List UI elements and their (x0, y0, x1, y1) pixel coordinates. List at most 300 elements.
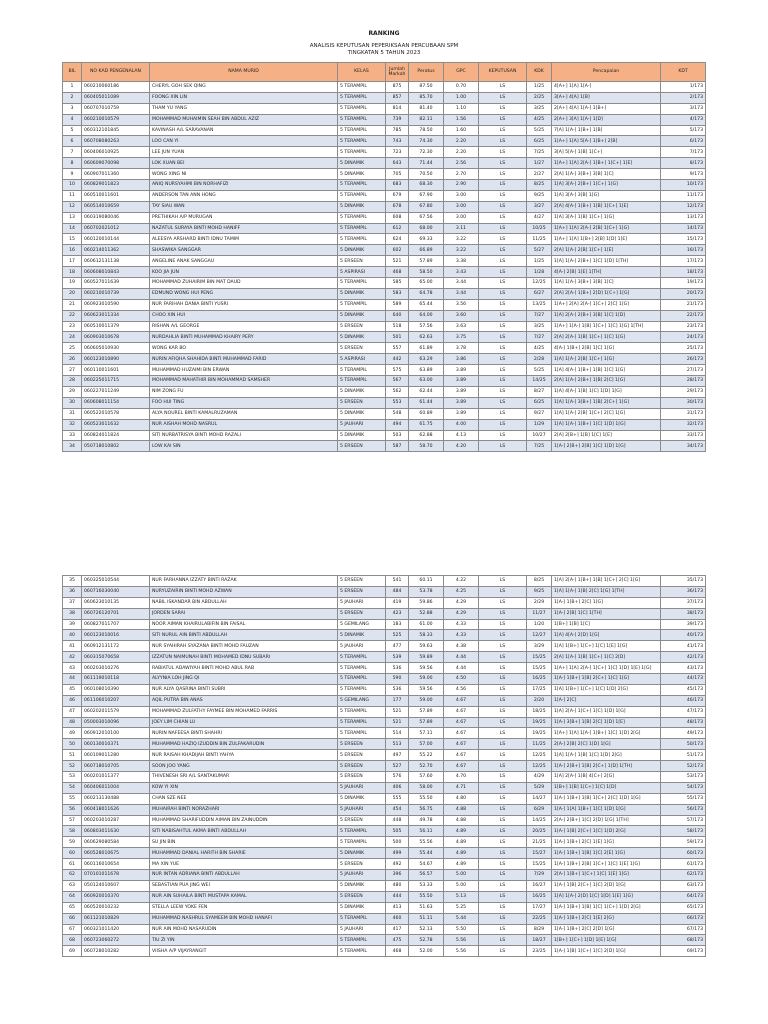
cell-kdt: 15/173 (661, 234, 706, 245)
cell-achievement: 4[A-] 1[B+] 2[B] 1[C] 1[G] (552, 343, 661, 354)
cell-student-name: SU JIN BIN (150, 837, 338, 848)
cell-percentage: 53.78 (409, 586, 444, 597)
cell-student-name: NUR FARHANNA IZZATY BINTI RAZAK (150, 576, 338, 587)
cell-student-name: RABIATUL ADAWIYAH BINTI MOHD ABUL RAB (150, 663, 338, 674)
cell-result: LS (479, 376, 527, 387)
cell-ic-number: 060418011626 (82, 804, 150, 815)
cell-student-name: CHOO XIN HUI (150, 310, 338, 321)
cell-kdt: 33/173 (661, 430, 706, 441)
cell-class: 5 JAUHARI (338, 419, 386, 430)
table-row (63, 343, 706, 354)
cell-achievement: 1[A] 2[A-] 1[B+] 1[B] 1[C+] 2[C] 1[G] (552, 576, 661, 587)
header-achievement: Pencapaian (552, 63, 661, 82)
cell-kdk: 5/25 (527, 365, 552, 376)
cell-kdk: 2/20 (527, 695, 552, 706)
cell-ic-number: 060708080263 (82, 136, 150, 147)
cell-kdk: 10/25 (527, 223, 552, 234)
cell-percentage: 51.63 (409, 902, 444, 913)
cell-ic-number: 060315070658 (82, 652, 150, 663)
cell-achievement: 1[A+] 1[A] 1[B+] 2[B] 1[D] 1[E] (552, 234, 661, 245)
cell-student-name: MUHAIRAH BINTI NORAZHARI (150, 804, 338, 815)
cell-bil: 42 (63, 652, 82, 663)
cell-student-name: LOO CAN YI (150, 136, 338, 147)
table-row (63, 815, 706, 826)
cell-student-name: MOHAMMAD ZUHAIRIM BIN MAT DAUD (150, 278, 338, 289)
cell-achievement: 1[A] 2[A-] 1[B] 4[C+] 2[G] (552, 772, 661, 783)
cell-total-marks: 521 (386, 717, 409, 728)
cell-ic-number: 060116010654 (82, 859, 150, 870)
cell-gpc: 3.56 (444, 299, 479, 310)
cell-kdt: 5/173 (661, 125, 706, 136)
cell-kdk: 15/25 (527, 663, 552, 674)
table-row (63, 321, 706, 332)
cell-gpc: 3.22 (444, 245, 479, 256)
cell-kdt: 17/173 (661, 256, 706, 267)
cell-percentage: 52.13 (409, 924, 444, 935)
cell-total-marks: 177 (386, 695, 409, 706)
cell-bil: 44 (63, 674, 82, 685)
cell-bil: 27 (63, 365, 82, 376)
cell-kdk: 14/25 (527, 815, 552, 826)
cell-class: 5 TERAMPIL (338, 376, 386, 387)
cell-gpc: 5.56 (444, 935, 479, 946)
cell-student-name: NAZATUL SURAYA BINTI MOHD HANIFF (150, 223, 338, 234)
cell-achievement: 2[A] 1[A-] 3[B+] 3[B] 1[C] (552, 169, 661, 180)
table-body (63, 576, 706, 957)
cell-kdk: 13/25 (527, 299, 552, 310)
cell-class: 5 ERSEEN (338, 739, 386, 750)
cell-total-marks: 503 (386, 430, 409, 441)
cell-class: 5 TERAMPIL (338, 234, 386, 245)
cell-kdt: 65/173 (661, 902, 706, 913)
cell-gpc: 4.00 (444, 419, 479, 430)
cell-kdk: 15/27 (527, 848, 552, 859)
cell-gpc: 3.75 (444, 332, 479, 343)
cell-class: 5 TERAMPIL (338, 652, 386, 663)
cell-total-marks: 539 (386, 652, 409, 663)
table-row (63, 310, 706, 321)
cell-ic-number: 060605010930 (82, 343, 150, 354)
document-subtitle: ANALISIS KEPUTUSAN PEPERIKSAAN PERCUBAAN SPM (309, 43, 459, 49)
cell-achievement: 1[A+] 1[A] 1[A-] 1[B+] 1[C] 1[D] 2[G] (552, 728, 661, 739)
cell-total-marks: 475 (386, 935, 409, 946)
cell-kdt: 37/173 (661, 597, 706, 608)
table-row (63, 245, 706, 256)
cell-ic-number: 060203010276 (82, 663, 150, 674)
cell-achievement: 1[A-] 2[B] 1[C] 1[TH] (552, 608, 661, 619)
cell-gpc: 4.38 (444, 641, 479, 652)
cell-total-marks: 612 (386, 223, 409, 234)
cell-kdt: 14/173 (661, 223, 706, 234)
table-row (63, 169, 706, 180)
cell-result: LS (479, 935, 527, 946)
cell-student-name: ALEESYA ARSHARD BINTI IDNU TAMIM (150, 234, 338, 245)
cell-kdk: 1/27 (527, 158, 552, 169)
cell-class: 5 DINAMIK (338, 630, 386, 641)
cell-total-marks: 518 (386, 321, 409, 332)
cell-percentage: 58.50 (409, 267, 444, 278)
cell-student-name: VIISHA A/P VIJAYRANGIT (150, 946, 338, 957)
cell-class: 5 DINAMIK (338, 430, 386, 441)
cell-bil: 30 (63, 397, 82, 408)
cell-gpc: 4.70 (444, 772, 479, 783)
cell-kdt: 22/173 (661, 310, 706, 321)
cell-total-marks: 527 (386, 761, 409, 772)
cell-total-marks: 448 (386, 815, 409, 826)
cell-percentage: 61.75 (409, 419, 444, 430)
cell-achievement: 1[A+] 2[A] 2[A-] 1[C+] 2[C] 1[G] (552, 299, 661, 310)
cell-result: LS (479, 386, 527, 397)
cell-result: LS (479, 267, 527, 278)
cell-result: LS (479, 663, 527, 674)
cell-gpc: 3.78 (444, 343, 479, 354)
cell-kdk: 17/27 (527, 902, 552, 913)
cell-achievement: 1[A] 1[B+] 1[C+] 1[C] 1[E] 1[G] (552, 641, 661, 652)
cell-class: 5 DINAMIK (338, 902, 386, 913)
cell-class: 5 DINAMIK (338, 386, 386, 397)
cell-kdk: 4/25 (527, 114, 552, 125)
cell-kdk: 3/25 (527, 103, 552, 114)
cell-percentage: 71.44 (409, 158, 444, 169)
cell-result: LS (479, 586, 527, 597)
cell-student-name: TIU ZI YIN (150, 935, 338, 946)
cell-percentage: 58.70 (409, 441, 444, 452)
cell-gpc: 4.33 (444, 630, 479, 641)
table-row (63, 408, 706, 419)
cell-ic-number: 060912131172 (82, 641, 150, 652)
cell-percentage: 59.56 (409, 684, 444, 695)
cell-kdk: 10/27 (527, 430, 552, 441)
cell-achievement: 1[A-] 1[B+] 1[B] 1[C] 2[E] 1[G] (552, 848, 661, 859)
cell-result: LS (479, 419, 527, 430)
cell-kdt: 3/173 (661, 103, 706, 114)
cell-kdt: 51/173 (661, 750, 706, 761)
table-row (63, 376, 706, 387)
cell-class: 5 DINAMIK (338, 408, 386, 419)
cell-kdt: 28/173 (661, 376, 706, 387)
table-header-row (63, 63, 706, 82)
cell-total-marks: 587 (386, 441, 409, 452)
cell-gpc: 3.89 (444, 408, 479, 419)
cell-kdt: 43/173 (661, 663, 706, 674)
cell-result: LS (479, 608, 527, 619)
table-row (63, 419, 706, 430)
cell-student-name: ALYA NOUREL BINTI KAMALRUZAMAN (150, 408, 338, 419)
table-row (63, 190, 706, 201)
cell-achievement: 1[A] 1[A-] 3[B+] 1[B] 2[C+] 1[G] (552, 397, 661, 408)
cell-kdk: 21/25 (527, 837, 552, 848)
cell-kdk: 5/29 (527, 782, 552, 793)
cell-percentage: 60.11 (409, 576, 444, 587)
cell-ic-number: 060522010578 (82, 408, 150, 419)
cell-gpc: 4.56 (444, 684, 479, 695)
cell-total-marks: 536 (386, 684, 409, 695)
cell-bil: 24 (63, 332, 82, 343)
cell-bil: 9 (63, 169, 82, 180)
cell-percentage: 57.89 (409, 256, 444, 267)
cell-achievement: 2[A] 2[A-] 1[B+] 2[D] 1[C+] 1[G] (552, 288, 661, 299)
cell-percentage: 67.90 (409, 190, 444, 201)
cell-gpc: 0.70 (444, 82, 479, 93)
header-class: KELAS (338, 63, 386, 82)
cell-total-marks: 723 (386, 147, 409, 158)
cell-percentage: 58.33 (409, 630, 444, 641)
cell-result: LS (479, 924, 527, 935)
cell-gpc: 3.89 (444, 386, 479, 397)
cell-kdt: 19/173 (661, 278, 706, 289)
cell-kdk: 18/27 (527, 935, 552, 946)
cell-kdt: 38/173 (661, 608, 706, 619)
cell-class: 5 TERAMPIL (338, 728, 386, 739)
cell-result: LS (479, 201, 527, 212)
cell-kdk: 5/27 (527, 245, 552, 256)
cell-result: LS (479, 739, 527, 750)
cell-kdk: 6/25 (527, 136, 552, 147)
cell-kdk: 16/25 (527, 674, 552, 685)
cell-bil: 36 (63, 586, 82, 597)
table-row (63, 630, 706, 641)
cell-percentage: 61.00 (409, 619, 444, 630)
cell-kdk: 23/25 (527, 946, 552, 957)
cell-kdk: 15/25 (527, 859, 552, 870)
cell-total-marks: 525 (386, 630, 409, 641)
cell-result: LS (479, 223, 527, 234)
cell-kdk: 15/25 (527, 652, 552, 663)
table-row (63, 212, 706, 223)
cell-class: 5 ERSEEN (338, 772, 386, 783)
cell-kdk: 11/25 (527, 234, 552, 245)
cell-gpc: 4.88 (444, 804, 479, 815)
cell-ic-number: 060210010739 (82, 288, 150, 299)
cell-bil: 31 (63, 408, 82, 419)
cell-bil: 8 (63, 158, 82, 169)
cell-result: LS (479, 695, 527, 706)
cell-gpc: 2.90 (444, 180, 479, 191)
cell-bil: 49 (63, 728, 82, 739)
cell-achievement: 1[A-] 1[B+] 1[B] 1[C+] 2[C] 1[D] 1[G] (552, 793, 661, 804)
cell-ic-number: 060903010678 (82, 332, 150, 343)
cell-total-marks: 521 (386, 256, 409, 267)
cell-gpc: 4.89 (444, 848, 479, 859)
cell-result: LS (479, 234, 527, 245)
cell-kdt: 20/173 (661, 288, 706, 299)
cell-percentage: 57.89 (409, 706, 444, 717)
cell-class: 5 TERAMPIL (338, 114, 386, 125)
cell-percentage: 52.70 (409, 761, 444, 772)
cell-kdk: 9/25 (527, 190, 552, 201)
cell-student-name: LOW KAI SIN (150, 441, 338, 452)
cell-percentage: 65.44 (409, 299, 444, 310)
cell-kdt: 4/173 (661, 114, 706, 125)
cell-achievement: 2[A-] 1[B+] 1[C+] 1[C] 1[E] 1[G] (552, 870, 661, 881)
cell-class: 5 TERAMPIL (338, 103, 386, 114)
cell-percentage: 61.44 (409, 397, 444, 408)
cell-ic-number: 060718010705 (82, 761, 150, 772)
cell-ic-number: 060201011377 (82, 772, 150, 783)
table-row (63, 114, 706, 125)
cell-ic-number: 061119010118 (82, 674, 150, 685)
cell-class: 5 DINAMIK (338, 158, 386, 169)
table-row (63, 82, 706, 93)
cell-achievement: 1[A-] 2[B+] 2[B] 1[C] 1[D] 1[G] (552, 441, 661, 452)
header-student-name: NAMA MURID (150, 63, 338, 82)
cell-percentage: 62.88 (409, 430, 444, 441)
cell-kdk: 8/25 (527, 576, 552, 587)
cell-bil: 34 (63, 441, 82, 452)
cell-kdt: 8/173 (661, 158, 706, 169)
cell-achievement: 1[A-] 1[B] 2[C+] 1[C] 1[D] 2[G] (552, 826, 661, 837)
cell-class: 5 DINAMIK (338, 310, 386, 321)
cell-class: 5 DINAMIK (338, 245, 386, 256)
cell-result: LS (479, 245, 527, 256)
cell-ic-number: 060923010590 (82, 299, 150, 310)
table-row (63, 728, 706, 739)
cell-total-marks: 583 (386, 288, 409, 299)
cell-percentage: 59.86 (409, 597, 444, 608)
cell-kdt: 53/173 (661, 772, 706, 783)
cell-result: LS (479, 332, 527, 343)
table-row (63, 597, 706, 608)
cell-class: 5 TERAMPIL (338, 92, 386, 103)
cell-student-name: MOHAMMAD MUHAIMIN SEAH BIN ABDUL AZIZ (150, 114, 338, 125)
cell-kdk: 3/29 (527, 641, 552, 652)
cell-result: LS (479, 158, 527, 169)
table-row (63, 386, 706, 397)
cell-gpc: 4.67 (444, 750, 479, 761)
cell-student-name: WONG XING NI (150, 169, 338, 180)
cell-ic-number: 060109011280 (82, 750, 150, 761)
cell-result: LS (479, 169, 527, 180)
cell-total-marks: 499 (386, 848, 409, 859)
cell-kdt: 16/173 (661, 245, 706, 256)
cell-percentage: 82.11 (409, 114, 444, 125)
cell-bil: 63 (63, 880, 82, 891)
cell-total-marks: 567 (386, 376, 409, 387)
cell-ic-number: 060110011601 (82, 365, 150, 376)
cell-bil: 7 (63, 147, 82, 158)
cell-bil: 67 (63, 924, 82, 935)
cell-gpc: 4.44 (444, 652, 479, 663)
cell-percentage: 64.00 (409, 310, 444, 321)
cell-student-name: PRETHIKAH A/P MURUGAN (150, 212, 338, 223)
cell-ic-number: 060225011715 (82, 376, 150, 387)
cell-student-name: MOHAMMAD ZULFATHY FAYMEE BIN MOHAMED FARRIS (150, 706, 338, 717)
cell-result: LS (479, 310, 527, 321)
cell-bil: 41 (63, 641, 82, 652)
cell-kdt: 9/173 (661, 169, 706, 180)
cell-kdt: 59/173 (661, 837, 706, 848)
table-row (63, 180, 706, 191)
table-body (63, 82, 706, 452)
cell-student-name: NUR AIN SUHAILA BINTI MUSTAPA KAMAL (150, 891, 338, 902)
cell-gpc: 1.60 (444, 125, 479, 136)
cell-class: 5 TERAMPIL (338, 180, 386, 191)
cell-ic-number: 070101011678 (82, 870, 150, 881)
table-row (63, 278, 706, 289)
cell-percentage: 53.33 (409, 880, 444, 891)
cell-kdk: 20/25 (527, 826, 552, 837)
cell-total-marks: 678 (386, 201, 409, 212)
cell-total-marks: 555 (386, 793, 409, 804)
header-ic-number: NO KAD PENGENALAN (82, 63, 150, 82)
cell-total-marks: 602 (386, 245, 409, 256)
cell-achievement: 1[A] 2[A-] 1[C+] 1[C] 1[D] 1[G] (552, 706, 661, 717)
cell-kdt: 26/173 (661, 354, 706, 365)
cell-result: LS (479, 92, 527, 103)
cell-class: 5 ERSEEN (338, 891, 386, 902)
cell-gpc: 3.89 (444, 397, 479, 408)
cell-ic-number: 060920010370 (82, 891, 150, 902)
cell-ic-number: 060629080584 (82, 837, 150, 848)
cell-kdt: 54/173 (661, 782, 706, 793)
cell-percentage: 78.50 (409, 125, 444, 136)
cell-class: 5 TERAMPIL (338, 125, 386, 136)
cell-result: LS (479, 772, 527, 783)
table-row (63, 103, 706, 114)
table-row (63, 772, 706, 783)
cell-kdt: 6/173 (661, 136, 706, 147)
cell-bil: 61 (63, 859, 82, 870)
cell-kdk: 11/25 (527, 739, 552, 750)
cell-result: LS (479, 815, 527, 826)
cell-achievement: 1[A+] 1[A] 2[A-] 1[B+] 1[C+] 1[E] (552, 158, 661, 169)
cell-bil: 64 (63, 891, 82, 902)
cell-bil: 1 (63, 82, 82, 93)
cell-result: LS (479, 630, 527, 641)
cell-kdk: 1/29 (527, 419, 552, 430)
cell-bil: 26 (63, 354, 82, 365)
cell-gpc: 4.29 (444, 597, 479, 608)
cell-student-name: SITI NURUL AIN BINTI ABDULLAH (150, 630, 338, 641)
cell-achievement: 1[A] 1[B+] 1[C+] 1[C] 1[D] 2[G] (552, 684, 661, 695)
cell-total-marks: 541 (386, 576, 409, 587)
cell-achievement: 2[A+] 3[A] 1[A-] 1[D] (552, 114, 661, 125)
cell-result: LS (479, 365, 527, 376)
cell-student-name: SOON JOO YANG (150, 761, 338, 772)
cell-student-name: MUHAMMAD NASHRUL SYAMEEM BIN MOHD HANAFI (150, 913, 338, 924)
cell-bil: 56 (63, 804, 82, 815)
cell-kdk: 14/25 (527, 376, 552, 387)
cell-class: 5 TERAMPIL (338, 82, 386, 93)
table-row (63, 891, 706, 902)
table-row (63, 761, 706, 772)
cell-total-marks: 419 (386, 597, 409, 608)
cell-total-marks: 480 (386, 880, 409, 891)
cell-student-name: IZZATUN NAIMUNAH BINTI MOHAMED IDNU SUBARI (150, 652, 338, 663)
cell-percentage: 56.11 (409, 826, 444, 837)
cell-kdk: 12/25 (527, 761, 552, 772)
cell-gpc: 3.60 (444, 310, 479, 321)
cell-student-name: SHASWIKA SANGGAR (150, 245, 338, 256)
cell-bil: 29 (63, 386, 82, 397)
cell-total-marks: 857 (386, 92, 409, 103)
cell-gpc: 3.89 (444, 365, 479, 376)
cell-kdt: 2/173 (661, 92, 706, 103)
cell-gpc: 5.50 (444, 924, 479, 935)
cell-kdt: 66/173 (661, 913, 706, 924)
cell-ic-number: 060321011420 (82, 924, 150, 935)
table-row (63, 256, 706, 267)
cell-ic-number: 060312101845 (82, 125, 150, 136)
cell-kdt: 35/173 (661, 576, 706, 587)
header-percentage: Peratus (409, 63, 444, 82)
cell-achievement: 4[A-] 2[B] 1[E] 1[TH] (552, 267, 661, 278)
cell-student-name: ALYYNIA LOH JING QI (150, 674, 338, 685)
cell-result: LS (479, 278, 527, 289)
cell-class: 5 TERAMPIL (338, 706, 386, 717)
cell-student-name: THIVENESH SRI A/L SANTAKUMAR (150, 772, 338, 783)
cell-student-name: NOOR AIMAN KHAIRULABIFIN BIN FAISAL (150, 619, 338, 630)
